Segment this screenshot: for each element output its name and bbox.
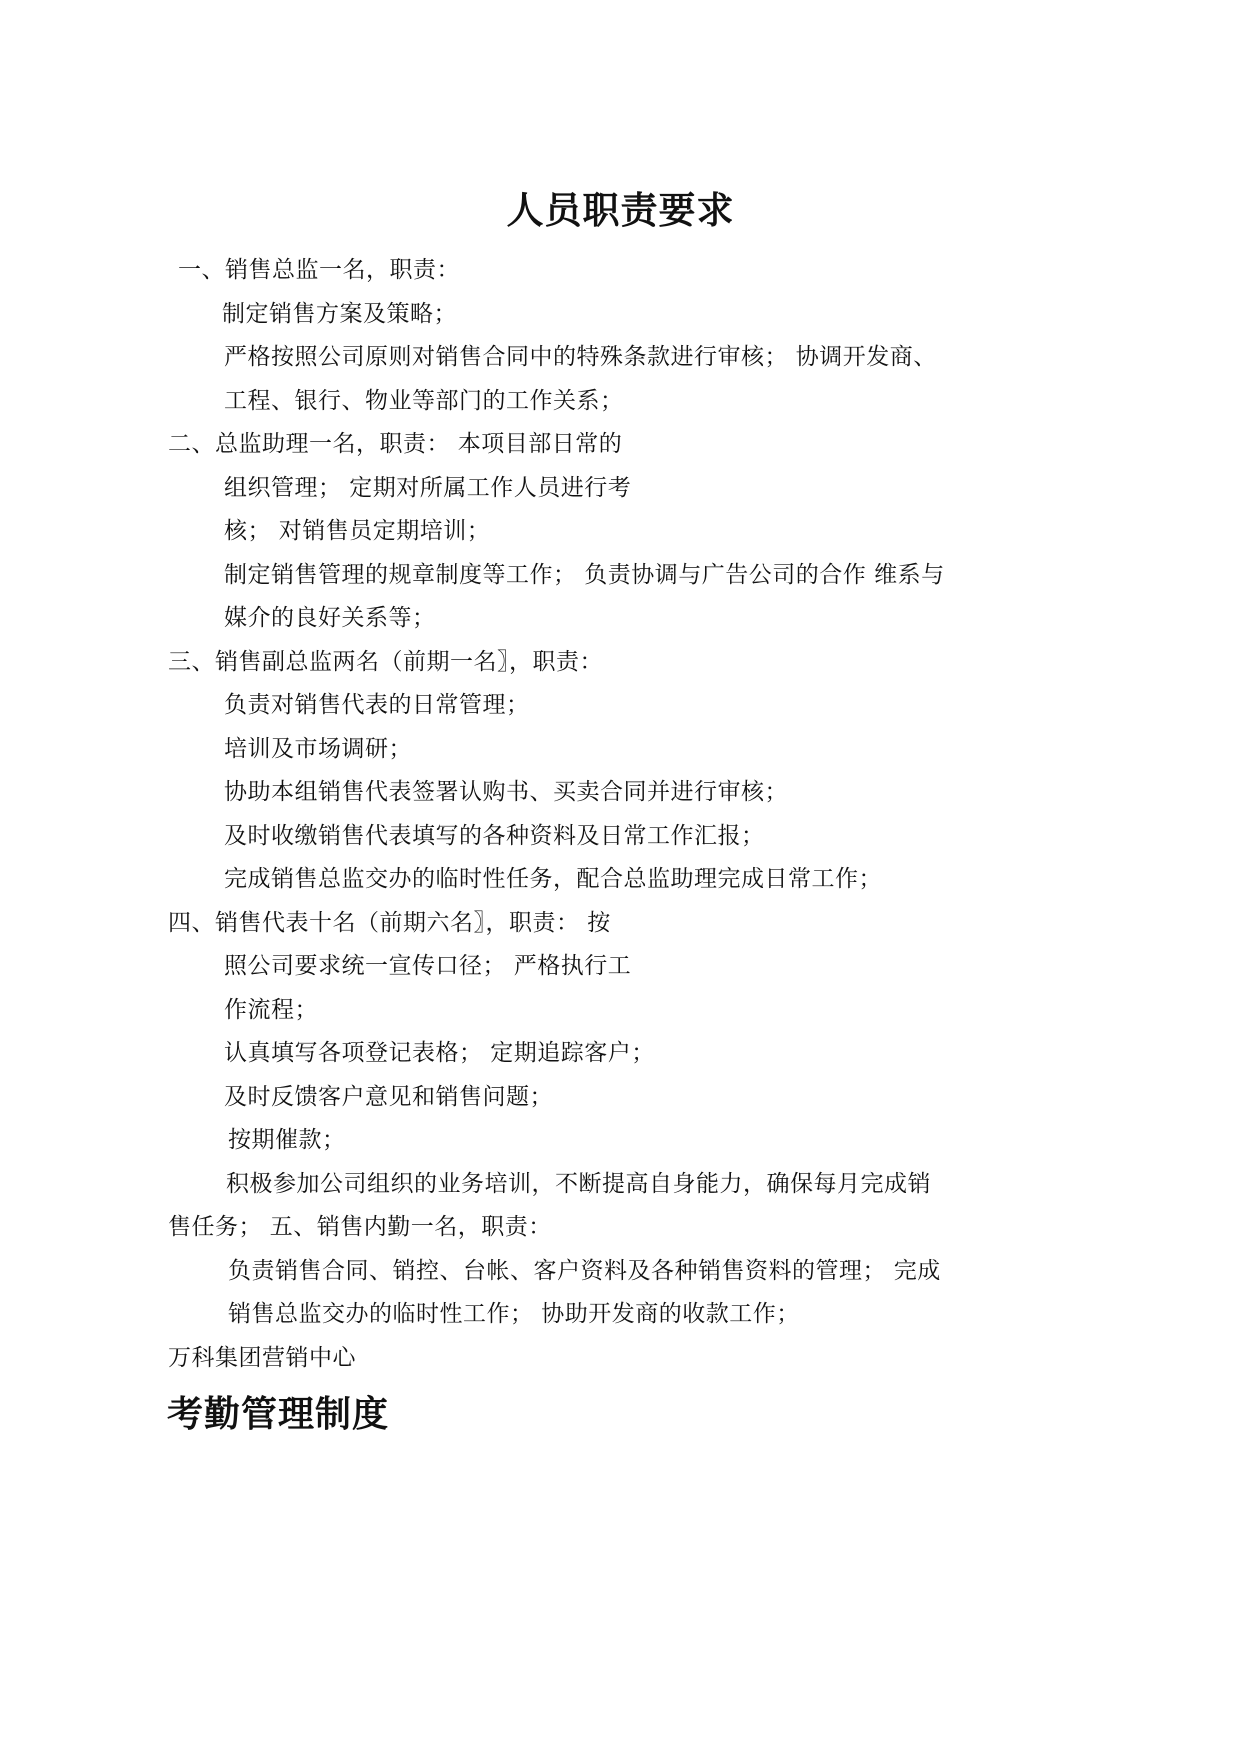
text-line: 工程、银行、物业等部门的工作关系； <box>224 388 624 414</box>
organization-name: 万科集团营销中心 <box>168 1345 356 1371</box>
text-line: 按期催款； <box>228 1127 346 1153</box>
text-line: 制定销售管理的规章制度等工作； 负责协调与广告公司的合作 维系与 <box>224 562 945 588</box>
section-2-heading: 二、总监助理一名，职责： 本项目部日常的 <box>168 431 623 457</box>
text-line: 协助本组销售代表签署认购书、买卖合同并进行审核； <box>224 779 788 805</box>
text-line: 积极参加公司组织的业务培训，不断提高自身能力，确保每月完成销 <box>226 1171 931 1197</box>
page-title: 人员职责要求 <box>506 189 735 232</box>
text-line: 媒介的良好关系等； <box>224 605 436 631</box>
text-line: 作流程； <box>224 997 318 1023</box>
text-line: 负责对销售代表的日常管理； <box>224 692 530 718</box>
section-5-heading: 售任务； 五、销售内勤一名，职责： <box>168 1214 552 1240</box>
text-line: 及时反馈客户意见和销售问题； <box>224 1084 553 1110</box>
attendance-section-heading: 考勤管理制度 <box>167 1394 390 1435</box>
section-4-heading: 四、销售代表十名（前期六名〗，职责： 按 <box>168 910 611 936</box>
text-line: 严格按照公司原则对销售合同中的特殊条款进行审核； 协调开发商、 <box>224 344 937 370</box>
text-line: 认真填写各项登记表格； 定期追踪客户； <box>224 1040 655 1066</box>
text-line: 完成销售总监交办的临时性任务，配合总监助理完成日常工作； <box>224 866 882 892</box>
section-1-heading: 一、销售总监一名，职责： <box>178 257 460 283</box>
text-line: 照公司要求统一宣传口径； 严格执行工 <box>224 953 632 979</box>
text-line: 销售总监交办的临时性工作； 协助开发商的收款工作； <box>228 1301 800 1327</box>
text-line: 核； 对销售员定期培训； <box>224 518 491 544</box>
text-line: 组织管理； 定期对所属工作人员进行考 <box>224 475 632 501</box>
text-line: 及时收缴销售代表填写的各种资料及日常工作汇报； <box>224 823 765 849</box>
text-line: 负责销售合同、销控、台帐、客户资料及各种销售资料的管理； 完成 <box>228 1258 941 1284</box>
text-line: 制定销售方案及策略； <box>222 301 457 327</box>
text-line: 培训及市场调研； <box>224 736 412 762</box>
section-3-heading: 三、销售副总监两名（前期一名〗，职责： <box>168 649 603 675</box>
